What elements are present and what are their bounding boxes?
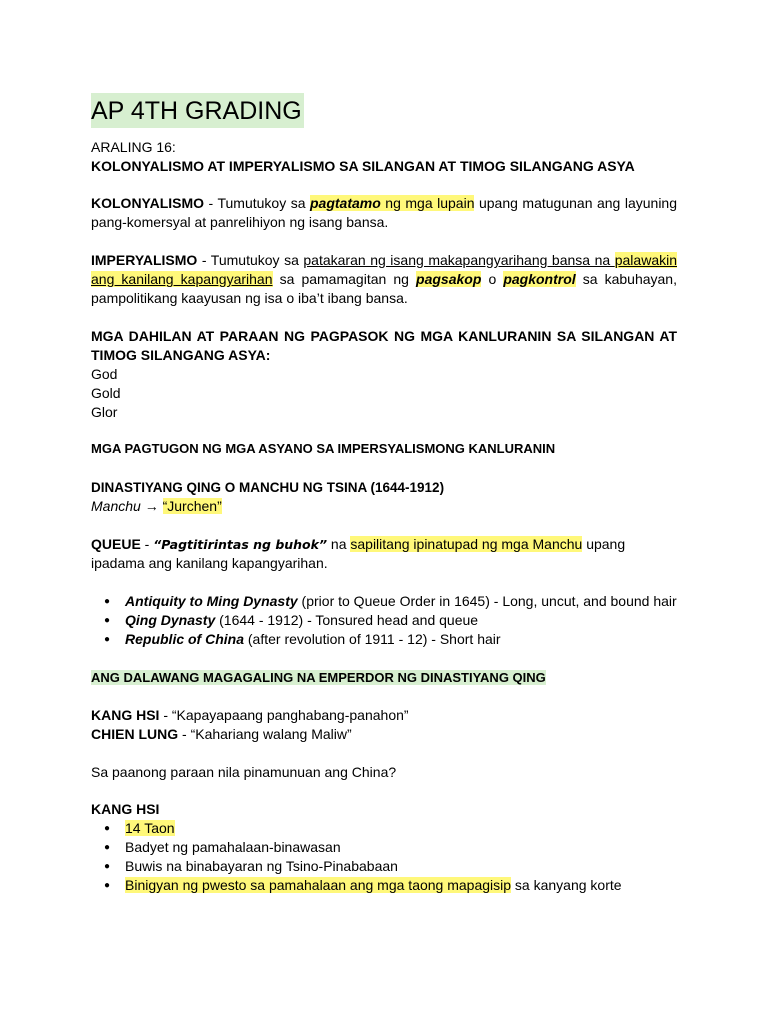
hair-list-term: Qing Dynasty [125,612,216,628]
imperyalismo-underline: patakaran ng isang makapangyarihang bansa na [303,252,615,268]
emperor-name: CHIEN LUNG [91,726,179,742]
hair-list-text: (prior to Queue Order in 1645) - Long, uncut, and bound hair [297,593,677,609]
emperor-name: KANG HSI [91,707,160,723]
queue-term: QUEUE [91,536,141,552]
kolonyalismo-term: KOLONYALISMO [91,195,205,211]
dahilan-item: Gold [91,385,121,401]
queue-text-1: - [140,536,154,552]
emperor-heading: ANG DALAWANG MAGAGALING NA EMPERDOR NG DINASTIYANG QING [91,670,546,685]
imperyalismo-text-3: o [481,271,504,287]
emperors-section [91,706,677,744]
emperor-motto: - “Kahariang walang Maliw” [178,726,352,742]
imperyalismo-text-4: sa kabuhayan, pampolitikang kaayusan ng isa o iba’t ibang bansa. [91,271,677,306]
emperor-line [91,725,677,744]
imperyalismo-highlight-1: pagsakop [416,271,482,287]
list-item [91,819,677,838]
imperyalismo-text-2: sa pamamagitan ng [272,271,417,287]
kolonyalismo-highlight-2: ng mga lupain [380,195,475,211]
emperor-line [91,706,677,725]
queue-paragraph [91,535,677,573]
emperor-motto: - “Kapayapaang panghabang-panahon” [159,707,409,723]
hair-list-text: (after revolution of 1911 - 12) - Short hair [244,631,501,647]
hair-list-term: Republic of China [125,631,244,647]
list-item [91,838,677,857]
queue-text-2: na [327,536,351,552]
list-item [91,876,677,895]
kolonyalismo-text-1: - Tumutukoy sa [204,195,310,211]
jurchen-highlight: “Jurchen” [162,498,222,514]
queue-highlight: sapilitang ipinatupad ng mga Manchu [350,536,583,552]
list-item [91,630,677,649]
kanghsi-item-text: Badyet ng pamahalaan-binawasan [125,839,341,855]
pagtugon-heading: MGA PAGTUGON NG MGA ASYANO SA IMPERSYALISMONG KANLURANIN [91,441,556,456]
question-text: Sa paanong paraan nila pinamunuan ang China? [91,764,397,780]
kolonyalismo-text-2: upang matugunan ang layuning pang-komersyal at panrelihiyon ng isang bansa. [91,195,677,230]
hair-list-text: (1644 - 1912) - Tonsured head and queue [215,612,479,628]
dahilan-section [91,327,677,422]
imperyalismo-highlight-2: pagkontrol [503,271,576,287]
hair-list-term: Antiquity to Ming Dynasty [125,593,298,609]
dahilan-item: Glor [91,404,118,420]
kanghsi-section [91,800,677,895]
araling-section [91,138,677,176]
kanghsi-heading: KANG HSI [91,801,160,817]
imperyalismo-text-1: - Tumutukoy sa [197,252,304,268]
manchu-text: Manchu → [91,498,163,514]
kanghsi-item-text: 14 Taon [125,820,175,836]
emperor-heading-line [91,668,677,687]
kanghsi-item-text: sa kanyang korte [511,877,622,893]
queue-text-3: upang ipadama ang kanilang kapangyarihan. [91,536,626,571]
dahilan-item: God [91,366,118,382]
qing-heading: DINASTIYANG QING O MANCHU NG TSINA (1644-1912) [91,480,445,495]
imperyalismo-term: IMPERYALISMO [91,252,198,268]
kanghsi-item-text: Buwis na binabayaran ng Tsino-Pinababaan [125,858,398,874]
imperyalismo-highlight-underline: palawakin ang kanilang kapangyarihan [91,252,677,287]
imperyalismo-paragraph [91,251,677,308]
list-item [91,611,677,630]
araling-heading: KOLONYALISMO AT IMPERYALISMO SA SILANGAN AT TIMOG SILANGANG ASYA [91,158,635,174]
document-title: AP 4TH GRADING [91,93,304,128]
list-item [91,592,677,611]
dahilan-heading: MGA DAHILAN AT PARAAN NG PAGPASOK NG MGA KANLURANIN SA SILANGAN AT TIMOG SILANGANG ASYA: [91,328,677,363]
list-item [91,857,677,876]
hair-list [91,592,677,649]
queue-quote: “Pagtitirintas ng buhok” [153,537,328,552]
kanghsi-list [91,819,677,895]
kolonyalismo-paragraph [91,194,677,232]
qing-section [91,478,677,516]
araling-label: ARALING 16: [91,139,176,155]
kanghsi-item-highlight: Binigyan ng pwesto sa pamahalaan ang mga taong mapagisip [125,877,512,893]
kolonyalismo-highlight-1: pagtatamo [310,195,381,211]
